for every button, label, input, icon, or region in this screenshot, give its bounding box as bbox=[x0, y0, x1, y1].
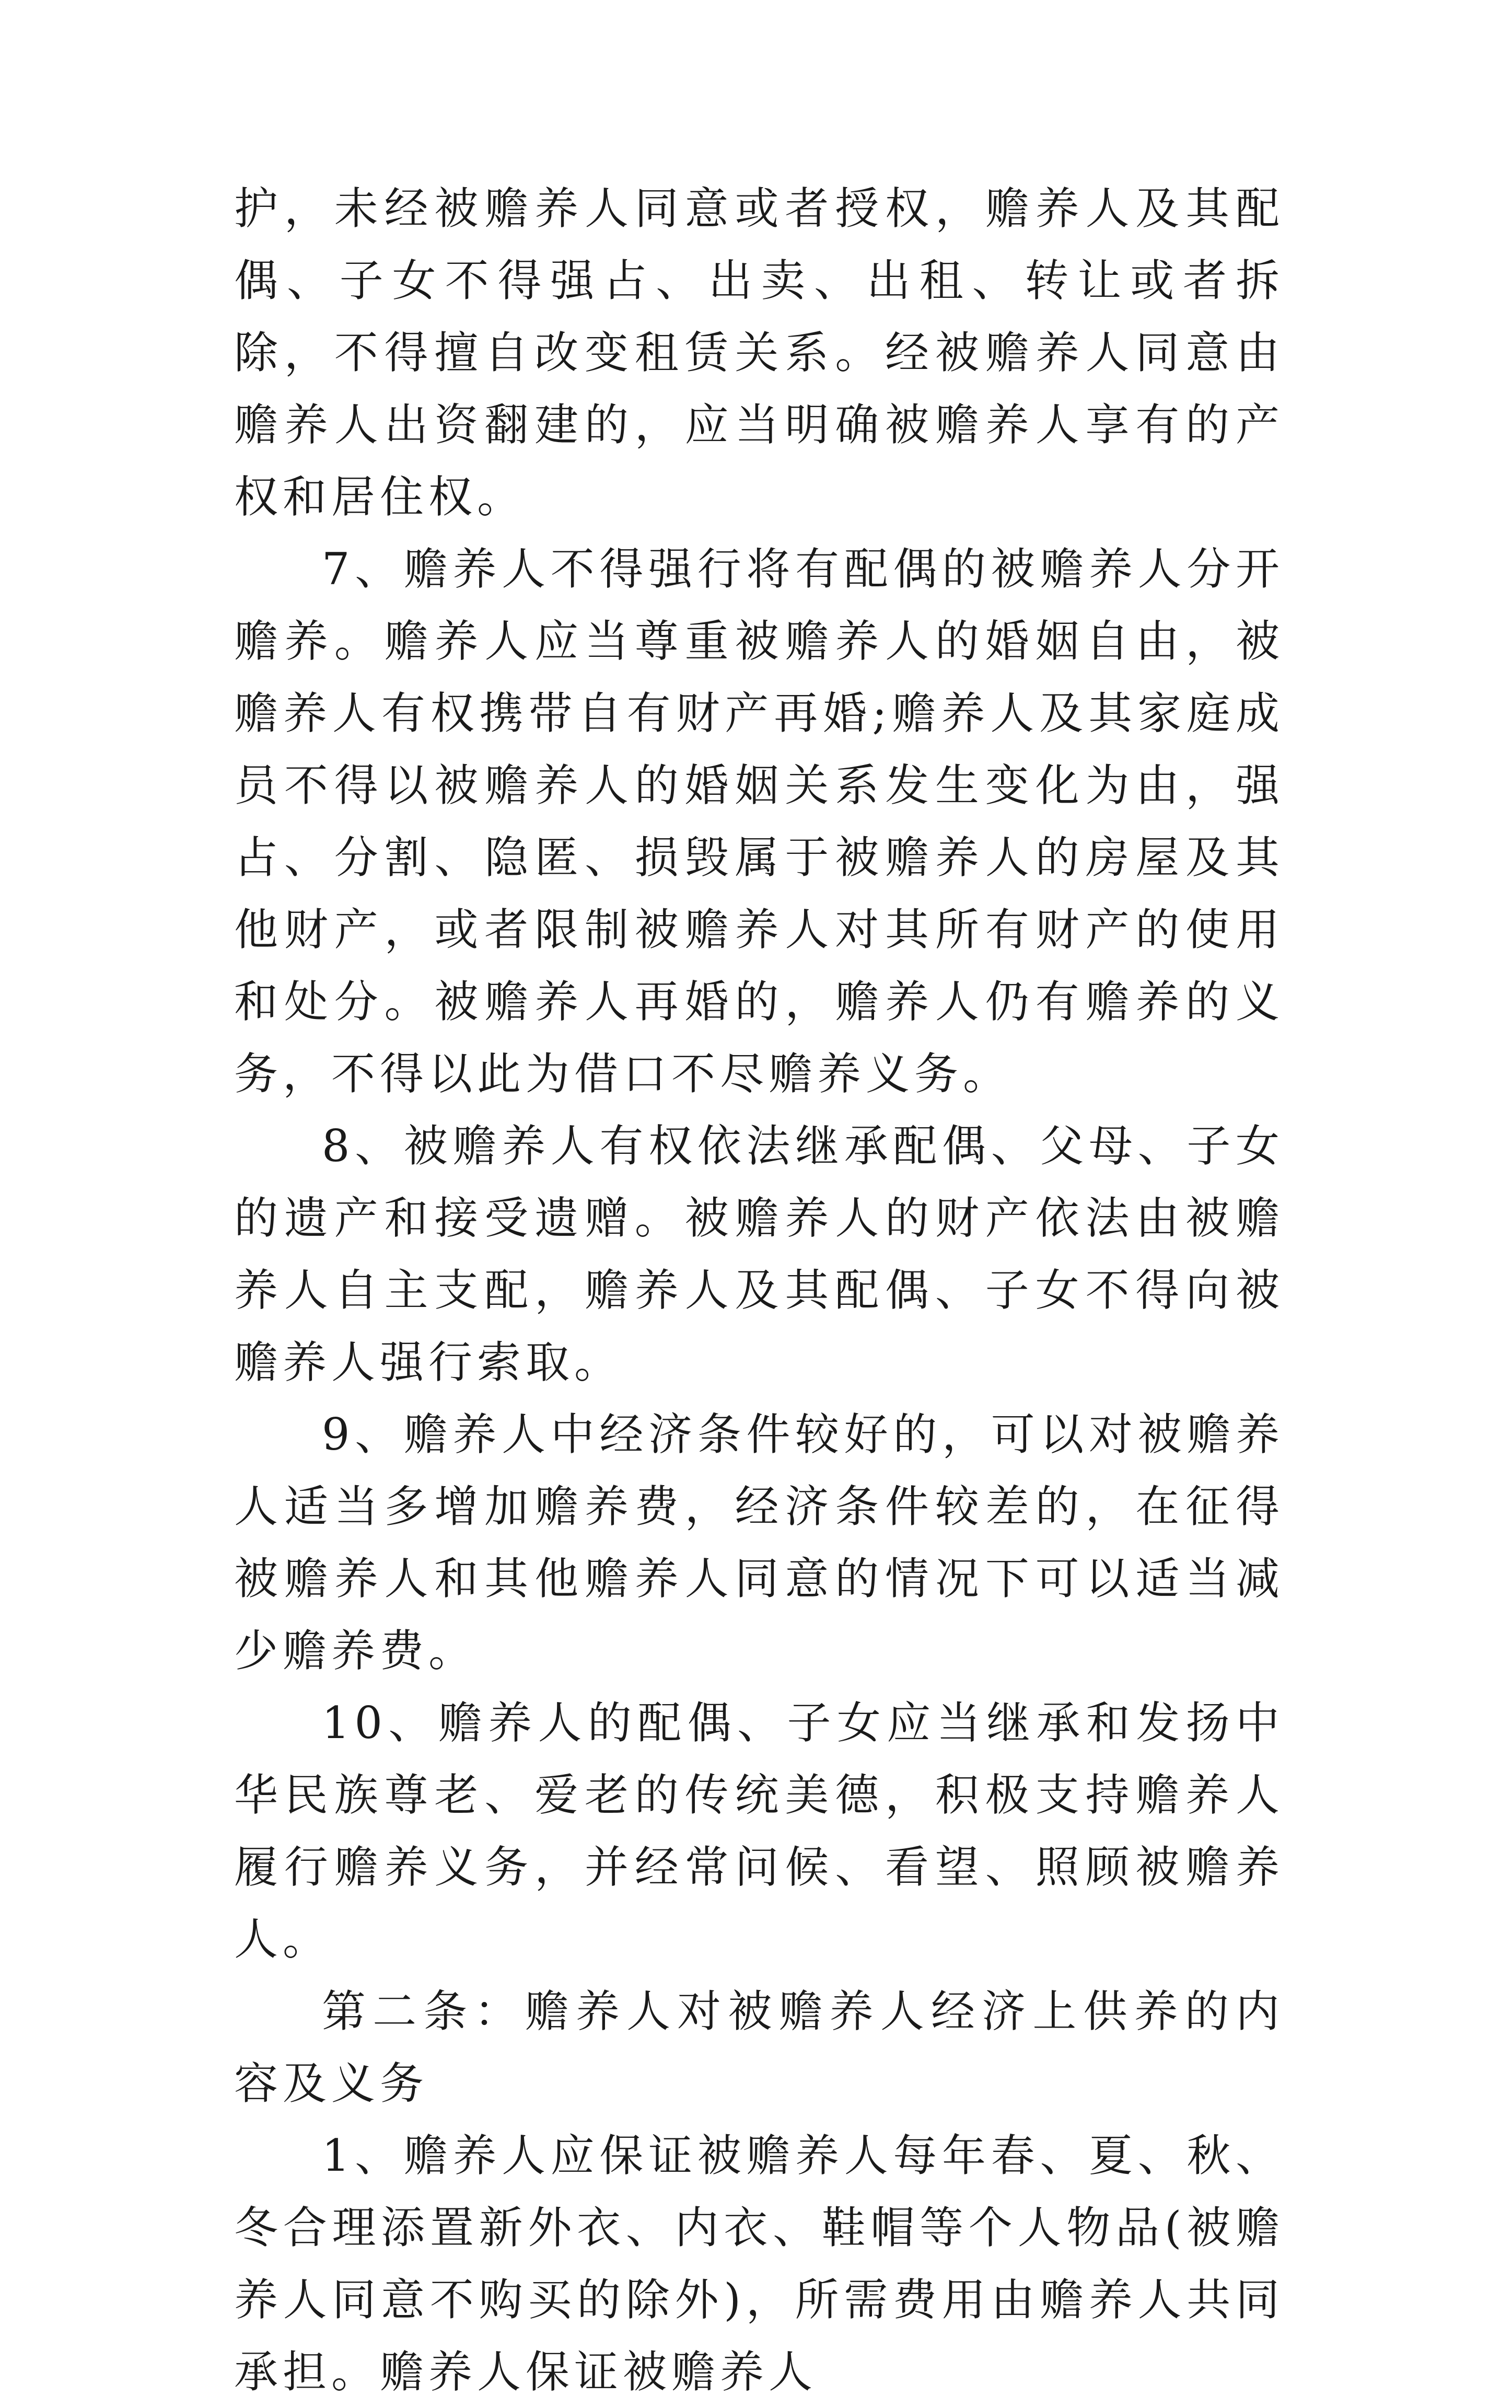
paragraph-clause-10: 10、赡养人的配偶、子女应当继承和发扬中华民族尊老、爱老的传统美德，积极支持赡养人履行赡养义务，并经常问候、看望、照顾被赡养人。 bbox=[234, 1697, 1284, 1965]
paragraph-continuation: 护，未经被赡养人同意或者授权，赡养人及其配偶、子女不得强占、出卖、出租、转让或者拆除，不得擅自改变租赁关系。经被赡养人同意由赡养人出资翻建的，应当明确被赡养人享有的产权和居住权。 bbox=[234, 183, 1284, 523]
paragraph-clause-7: 7、赡养人不得强行将有配偶的被赡养人分开赡养。赡养人应当尊重被赡养人的婚姻自由，被赡养人有权携带自有财产再婚;赡养人及其家庭成员不得以被赡养人的婚姻关系发生变化为由，强占、分割、隐匿、损毁属于被赡养人的房屋及其他财产，或者限制被赡养人对其所有财产的使用和处分。被赡养人再婚的，赡养人仍有赡养的义务，不得以此为借口不尽赡养义务。 bbox=[234, 543, 1284, 1099]
paragraph-clause-9: 9、赡养人中经济条件较好的，可以对被赡养人适当多增加赡养费，经济条件较差的，在征得被赡养人和其他赡养人同意的情况下可以适当减少赡养费。 bbox=[234, 1409, 1284, 1676]
document-body bbox=[234, 172, 1284, 2408]
paragraph-article-2-clause-1: 1、赡养人应保证被赡养人每年春、夏、秋、冬合理添置新外衣、内衣、鞋帽等个人物品(被赡养人同意不购买的除外)，所需费用由赡养人共同承担。赡养人保证被赡养人 bbox=[234, 2130, 1284, 2398]
section-heading-article-2: 第二条：赡养人对被赡养人经济上供养的内容及义务 bbox=[234, 1986, 1284, 2109]
paragraph-clause-8: 8、被赡养人有权依法继承配偶、父母、子女的遗产和接受遗赠。被赡养人的财产依法由被赡养人自主支配，赡养人及其配偶、子女不得向被赡养人强行索取。 bbox=[234, 1120, 1284, 1388]
